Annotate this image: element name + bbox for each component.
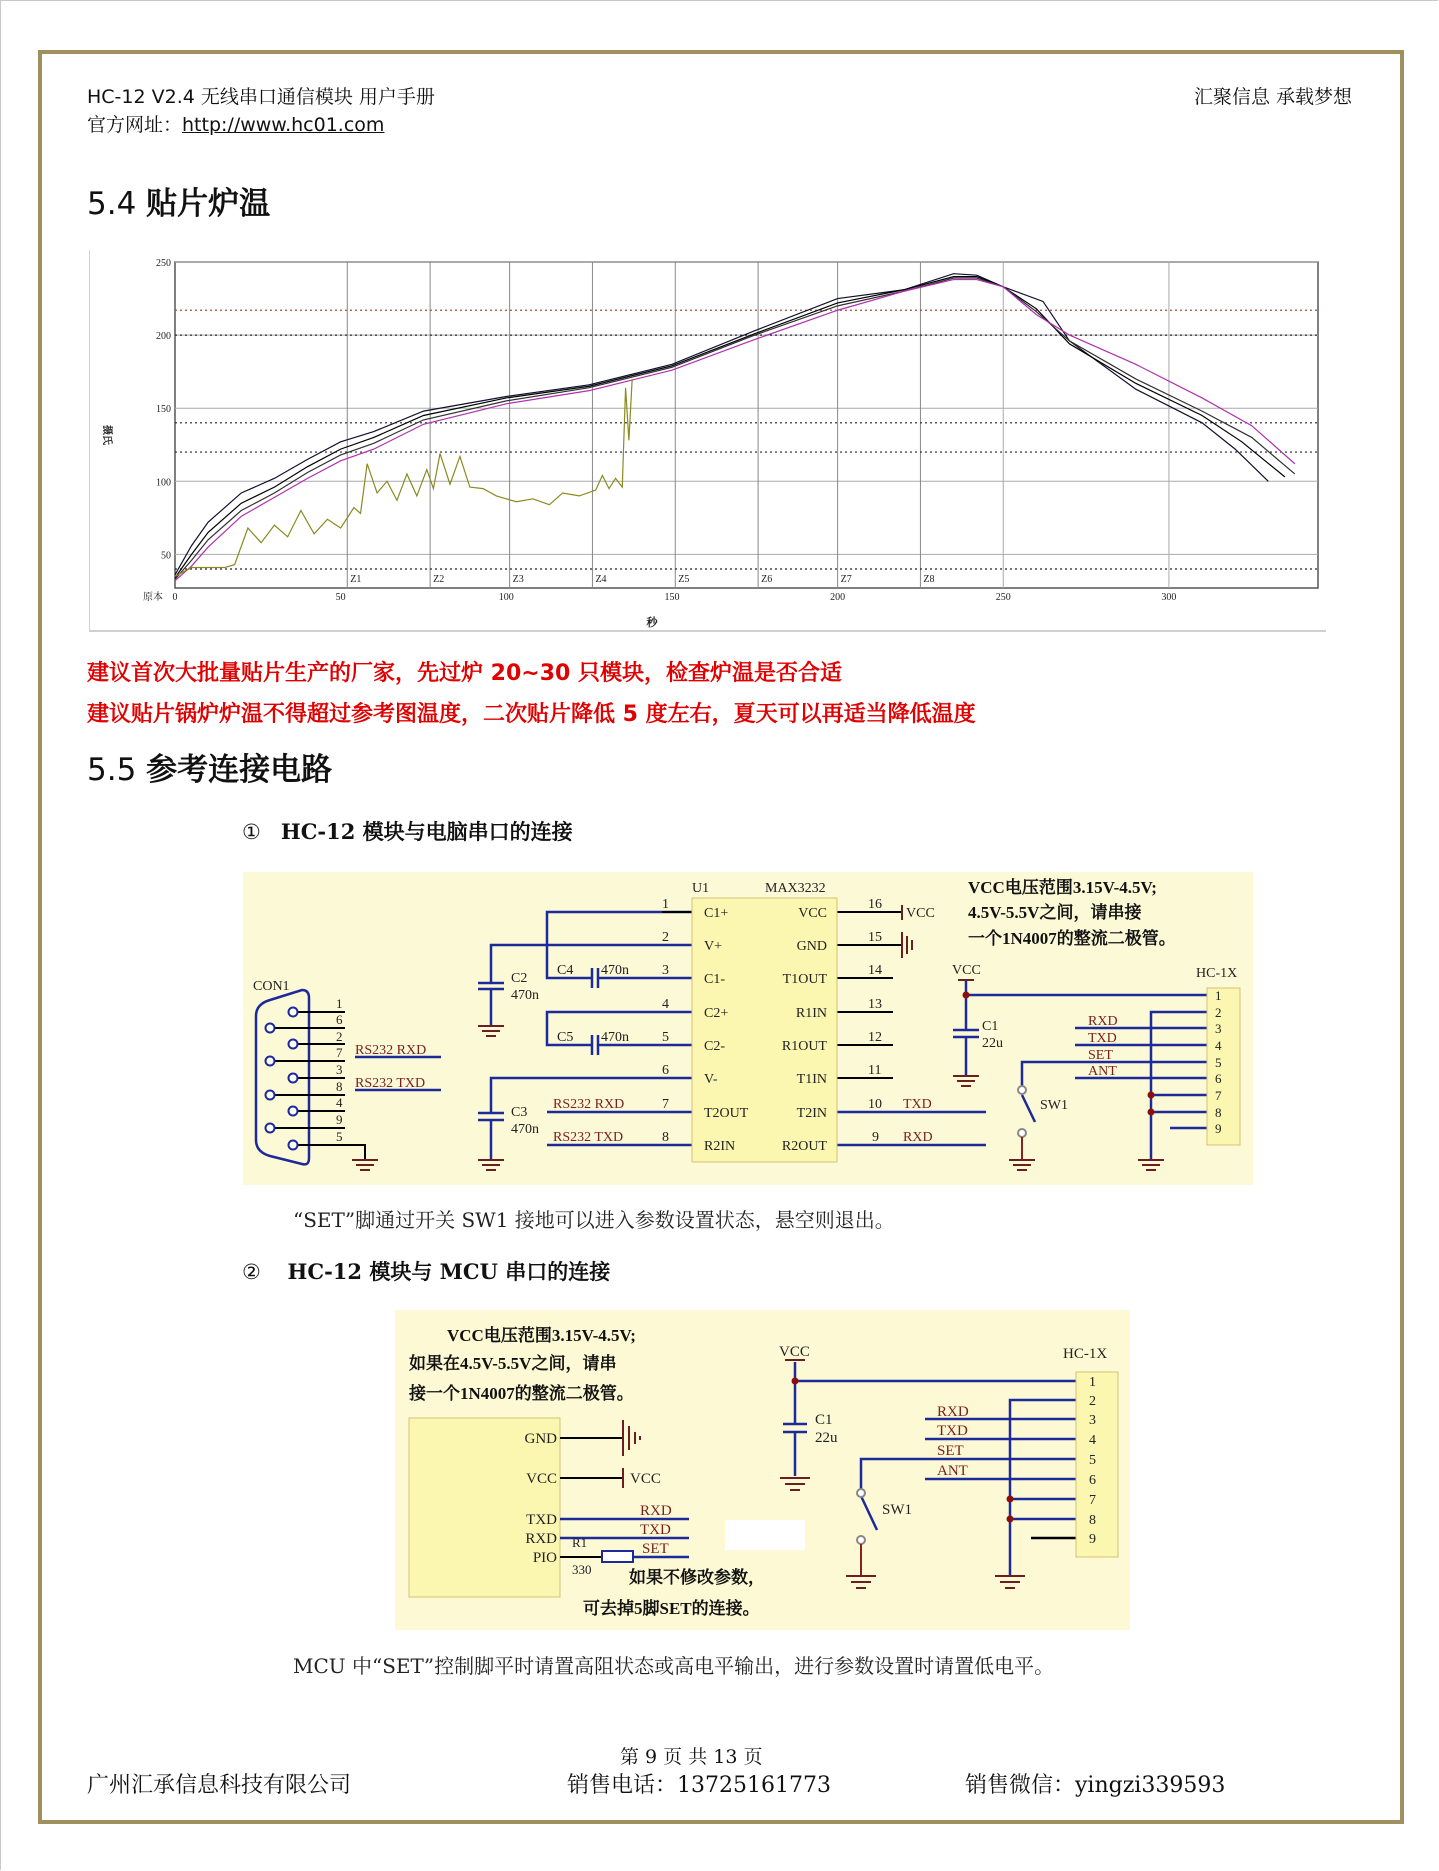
y-tick-label: 50 <box>161 550 171 562</box>
signal-label: RS232 RXD <box>553 1097 625 1112</box>
pin-name: PIO <box>532 1550 557 1566</box>
zone-label: Z7 <box>840 574 852 585</box>
c2-value: 470n <box>511 988 539 1003</box>
c1-value: 22u <box>815 1430 838 1446</box>
corner-label: 原本 <box>143 592 163 603</box>
svg-text:1: 1 <box>1089 1375 1096 1390</box>
svg-text:9: 9 <box>336 1112 343 1127</box>
y-tick-label: 200 <box>156 331 171 343</box>
svg-text:RXD: RXD <box>937 1404 969 1420</box>
pin-name: T2IN <box>796 1106 827 1121</box>
chip-ref: U1 <box>692 881 710 896</box>
pin-number: 15 <box>868 930 882 945</box>
note-line-1: 建议首次大批量贴片生产的厂家，先过炉 20~30 只模块，检查炉温是否合适 <box>87 661 842 686</box>
section-heading-5-4 <box>87 178 270 223</box>
circuit-index: ① <box>242 820 261 844</box>
svg-text:3: 3 <box>1215 1021 1222 1036</box>
circuit-title: HC-12 模块与电脑串口的连接 <box>280 819 573 844</box>
svg-text:RXD: RXD <box>640 1503 672 1519</box>
svg-text:5: 5 <box>1089 1453 1096 1468</box>
website-link[interactable]: http://www.hc01.com <box>182 114 385 136</box>
vcc-label: VCC <box>630 1471 661 1487</box>
section-title: 参考连接电路 <box>146 752 333 788</box>
zone-label: Z2 <box>433 574 445 585</box>
svg-text:接一个1N4007的整流二极管。: 接一个1N4007的整流二极管。 <box>409 1384 634 1403</box>
pin-name: V+ <box>704 939 723 954</box>
footer-wechat: 销售微信：yingzi339593 <box>965 1773 1226 1798</box>
pin-number: 12 <box>868 1030 882 1045</box>
c4-value: 470n <box>601 963 629 978</box>
module-pin-numbers <box>1215 988 1222 1136</box>
svg-text:9: 9 <box>1215 1121 1222 1136</box>
db9-pin-numbers <box>336 996 343 1144</box>
svg-text:2: 2 <box>1215 1005 1222 1020</box>
pin-number: 14 <box>868 963 882 978</box>
svg-text:4.5V-5.5V之间，请串接: 4.5V-5.5V之间，请串接 <box>968 903 1142 922</box>
pin-name: TXD <box>526 1512 557 1528</box>
pin-number: 7 <box>662 1097 669 1112</box>
zone-label: Z5 <box>678 574 690 585</box>
svg-text:5: 5 <box>1215 1055 1222 1070</box>
module-label: HC-1X <box>1196 966 1238 981</box>
pin-name: R1IN <box>795 1006 827 1021</box>
pin-name: R2IN <box>704 1139 736 1154</box>
footer-phone: 销售电话：13725161773 <box>567 1773 831 1798</box>
pin-name: C2- <box>704 1039 725 1054</box>
signal-label: RXD <box>1088 1014 1118 1029</box>
x-tick-label: 0 <box>172 592 178 603</box>
pin-number: 10 <box>868 1097 882 1112</box>
reflow-profile-chart <box>90 250 1326 630</box>
svg-text:1: 1 <box>336 996 343 1011</box>
note-line-2: 建议贴片锅炉炉温不得超过参考图温度，二次贴片降低 5 度左右，夏天可以再适当降低温度 <box>87 702 976 727</box>
switch-label: SW1 <box>882 1502 912 1518</box>
zone-label: Z6 <box>761 574 773 585</box>
svg-text:TXD: TXD <box>640 1522 671 1538</box>
signal-label: TXD <box>903 1097 932 1112</box>
svg-text:2: 2 <box>1089 1394 1096 1409</box>
section-number: 5.4 <box>87 186 147 222</box>
pin-number: 6 <box>662 1063 669 1078</box>
y-tick-label: 100 <box>156 477 171 489</box>
x-tick-label: 150 <box>664 592 680 603</box>
hc-1x-module <box>1207 988 1240 1145</box>
doc-title: HC-12 V2.4 无线串口通信模块 用户手册 <box>87 86 435 108</box>
svg-text:6: 6 <box>336 1012 343 1027</box>
website-line <box>87 110 384 137</box>
svg-text:3: 3 <box>1089 1413 1096 1428</box>
pin-name: C1- <box>704 972 725 987</box>
pin-name: T2OUT <box>704 1106 749 1121</box>
svg-text:如果在4.5V-5.5V之间，请串: 如果在4.5V-5.5V之间，请串 <box>409 1354 617 1373</box>
switch-label: SW1 <box>1040 1098 1068 1113</box>
pin-number: 11 <box>868 1063 882 1078</box>
svg-text:4: 4 <box>1215 1038 1222 1053</box>
svg-text:VCC电压范围3.15V-4.5V;: VCC电压范围3.15V-4.5V; <box>447 1326 636 1345</box>
y-tick-label: 150 <box>156 404 171 416</box>
chip-name: MAX3232 <box>765 881 826 896</box>
signal-label: TXD <box>1088 1031 1117 1046</box>
pin-number: 5 <box>662 1030 669 1045</box>
svg-text:5: 5 <box>336 1129 343 1144</box>
x-axis-label: 秒 <box>646 617 658 629</box>
svg-text:ANT: ANT <box>937 1463 968 1479</box>
svg-text:8: 8 <box>336 1079 343 1094</box>
svg-text:3: 3 <box>336 1062 343 1077</box>
x-tick-label: 50 <box>335 592 346 603</box>
slogan: 汇聚信息 承载梦想 <box>1193 86 1352 108</box>
zone-label: Z4 <box>595 574 607 585</box>
c1-value: 22u <box>982 1036 1003 1051</box>
page-number: 第 9 页 共 13 页 <box>620 1746 763 1768</box>
c4-label: C4 <box>557 963 574 978</box>
pin-name: VCC <box>526 1471 557 1487</box>
circuit1-heading <box>242 816 573 846</box>
pin-number: 4 <box>662 997 669 1012</box>
signal-label: ANT <box>1088 1064 1117 1079</box>
svg-text:8: 8 <box>1089 1513 1096 1528</box>
c3-label: C3 <box>511 1105 528 1120</box>
pin-number: 16 <box>868 897 882 912</box>
svg-text:8: 8 <box>1215 1105 1222 1120</box>
svg-text:7: 7 <box>1089 1493 1096 1508</box>
pin-name: C1+ <box>704 906 729 921</box>
zone-label: Z3 <box>512 574 524 585</box>
pin-name: R1OUT <box>781 1039 827 1054</box>
pin-name: VCC <box>798 906 827 921</box>
y-axis-label: 摄氏 <box>101 425 112 445</box>
circuit2-caption: MCU 中“SET”控制脚平时请置高阻状态或高电平输出，进行参数设置时请置低电平。 <box>293 1654 1055 1678</box>
module-pin-numbers <box>1089 1375 1096 1547</box>
c2-label: C2 <box>511 971 528 986</box>
pin-name: GND <box>524 1431 557 1447</box>
c1-label: C1 <box>815 1412 833 1428</box>
pin-name: GND <box>796 939 827 954</box>
r1-label: R1 <box>572 1535 588 1550</box>
svg-text:4: 4 <box>336 1095 343 1110</box>
signal-label: SET <box>1088 1048 1113 1063</box>
pin-number: 8 <box>662 1130 669 1145</box>
c5-label: C5 <box>557 1030 574 1045</box>
svg-text:1: 1 <box>1215 988 1222 1003</box>
svg-text:6: 6 <box>1215 1071 1222 1086</box>
svg-text:如果不修改参数，: 如果不修改参数， <box>629 1568 765 1587</box>
section-heading-5-5 <box>87 744 332 789</box>
x-tick-label: 200 <box>830 592 846 603</box>
circuit1-caption: “SET”脚通过开关 SW1 接地可以进入参数设置状态，悬空则退出。 <box>293 1208 895 1232</box>
reflow-chart-frame <box>89 250 1326 632</box>
circuit2-heading <box>242 1256 610 1286</box>
section-number: 5.5 <box>87 752 147 788</box>
svg-text:TXD: TXD <box>937 1423 968 1439</box>
vcc-label: VCC <box>779 1344 810 1360</box>
svg-text:9: 9 <box>1089 1532 1096 1547</box>
signal-label: RXD <box>903 1130 933 1145</box>
con1-label: CON1 <box>253 979 290 994</box>
circuit-index: ② <box>242 1260 261 1284</box>
schematic-mcu-serial <box>395 1310 1130 1630</box>
signal-label: RS232 TXD <box>355 1076 426 1091</box>
pin-number: 3 <box>662 963 669 978</box>
svg-text:SET: SET <box>937 1443 964 1459</box>
x-tick-label: 250 <box>995 592 1011 603</box>
zone-label: Z1 <box>350 574 362 585</box>
pin-name: R2OUT <box>781 1139 827 1154</box>
vcc-label: VCC <box>906 906 935 921</box>
svg-text:SET: SET <box>642 1541 669 1557</box>
hc-1x-module <box>1076 1372 1118 1557</box>
x-tick-label: 100 <box>498 592 514 603</box>
signal-label: RS232 TXD <box>553 1130 624 1145</box>
pin-number: 9 <box>872 1130 879 1145</box>
c3-value: 470n <box>511 1122 539 1137</box>
footer-company: 广州汇承信息科技有限公司 <box>87 1773 352 1798</box>
schematic-pc-serial <box>230 860 1260 1200</box>
svg-text:7: 7 <box>1215 1088 1222 1103</box>
circuit-title: HC-12 模块与 MCU 串口的连接 <box>287 1259 611 1284</box>
svg-text:6: 6 <box>1089 1473 1096 1488</box>
y-tick-label: 250 <box>156 258 171 269</box>
resistor-r1 <box>602 1551 633 1562</box>
pin-name: T1OUT <box>782 972 827 987</box>
section-title: 贴片炉温 <box>146 186 271 222</box>
svg-text:一个1N4007的整流二极管。: 一个1N4007的整流二极管。 <box>968 929 1176 948</box>
pin-number: 1 <box>662 897 669 912</box>
pin-name: C2+ <box>704 1006 729 1021</box>
blank-patch <box>725 1520 805 1550</box>
pin-name: RXD <box>525 1531 557 1547</box>
pin-name: T1IN <box>796 1072 827 1087</box>
svg-text:4: 4 <box>1089 1433 1096 1448</box>
c5-value: 470n <box>601 1030 629 1045</box>
c1-label: C1 <box>982 1019 999 1034</box>
pin-name: V- <box>704 1072 718 1087</box>
svg-text:7: 7 <box>336 1045 343 1060</box>
svg-text:2: 2 <box>336 1029 343 1044</box>
svg-text:可去掉5脚SET的连接。: 可去掉5脚SET的连接。 <box>583 1599 760 1618</box>
zone-label: Z8 <box>923 574 935 585</box>
svg-text:VCC电压范围3.15V-4.5V;: VCC电压范围3.15V-4.5V; <box>968 878 1157 897</box>
x-tick-label: 300 <box>1161 592 1177 603</box>
pin-number: 2 <box>662 930 669 945</box>
vcc-label: VCC <box>952 963 981 978</box>
pin-number: 13 <box>868 997 882 1012</box>
r1-value: 330 <box>572 1562 592 1577</box>
module-label: HC-1X <box>1063 1346 1108 1362</box>
website-label: 官方网址： <box>87 114 183 136</box>
signal-label: RS232 RXD <box>355 1043 427 1058</box>
plot-area <box>175 262 1318 588</box>
max3232-chip <box>692 898 837 1162</box>
